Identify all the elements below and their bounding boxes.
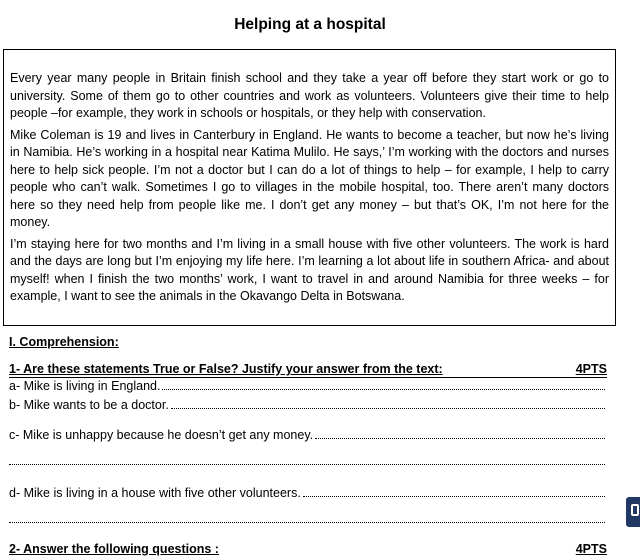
- statement-c: [9, 428, 605, 442]
- answer-line-a[interactable]: [162, 379, 605, 390]
- question-1-heading: [9, 362, 607, 376]
- panel-icon: [631, 504, 639, 516]
- justification-line-d[interactable]: [9, 522, 605, 523]
- statement-b-text: b- Mike wants to be a doctor.: [9, 398, 169, 412]
- statement-d-text: d- Mike is living in a house with five other volunteers.: [9, 486, 301, 500]
- answer-line-c[interactable]: [315, 428, 605, 439]
- question-1-text: 1- Are these statements True or False? Justify your answer from the text:: [9, 362, 443, 376]
- statement-b: [9, 398, 605, 412]
- passage-paragraph-2: Mike Coleman is 19 and lives in Canterbury in England. He wants to become a teacher, but now he’s living in Namibia. He’s working in a hospital near Katima Mulilo. He says,’ I’m working with the doctors and nurses here to help sick people. I’m not a doctor but I can do a lot of things to help – for example, I help to carry people who can’t walk. Sometimes I go to villages in the mobile hospital, too. There aren’t many doctors here so they need help from people like me. I don’t get any money – but that’s OK, I’m not here for the money.: [10, 127, 609, 229]
- answer-line-d[interactable]: [303, 486, 605, 497]
- answer-line-b[interactable]: [171, 398, 605, 409]
- reading-passage: [3, 49, 616, 326]
- statement-c-text: c- Mike is unhappy because he doesn’t get any money.: [9, 428, 314, 442]
- page-title: Helping at a hospital: [234, 16, 386, 33]
- section-title: I. Comprehension:: [9, 335, 119, 349]
- question-2-points: 4PTS: [575, 542, 607, 556]
- side-panel-tab[interactable]: [626, 497, 640, 527]
- question-1-underline: [9, 377, 607, 378]
- question-2-text: 2- Answer the following questions :: [9, 542, 219, 556]
- statement-a-text: a- Mike is living in England.: [9, 379, 161, 393]
- passage-paragraph-1: Every year many people in Britain finish school and they take a year off before they start work or go to university. Some of them go to other countries and work as volunteers. Volunteers give their time to help people –for example, they work in schools or hospitals, or they help with conservation.: [10, 71, 609, 120]
- passage-paragraph-3: I’m staying here for two months and I’m living in a small house with five other volunteers. The work is hard and the days are long but I’m enjoying my life here. I’m learning a lot about life in southern Africa- and about myself! when I finish the two months’ work, I want to travel in and around Namibia for three weeks – for example, I want to see the animals in the Okavango Delta in Botswana.: [10, 236, 609, 303]
- statement-d: [9, 486, 605, 500]
- statement-a: [9, 379, 605, 393]
- justification-line-c[interactable]: [9, 464, 605, 465]
- question-1-points: 4PTS: [575, 362, 607, 376]
